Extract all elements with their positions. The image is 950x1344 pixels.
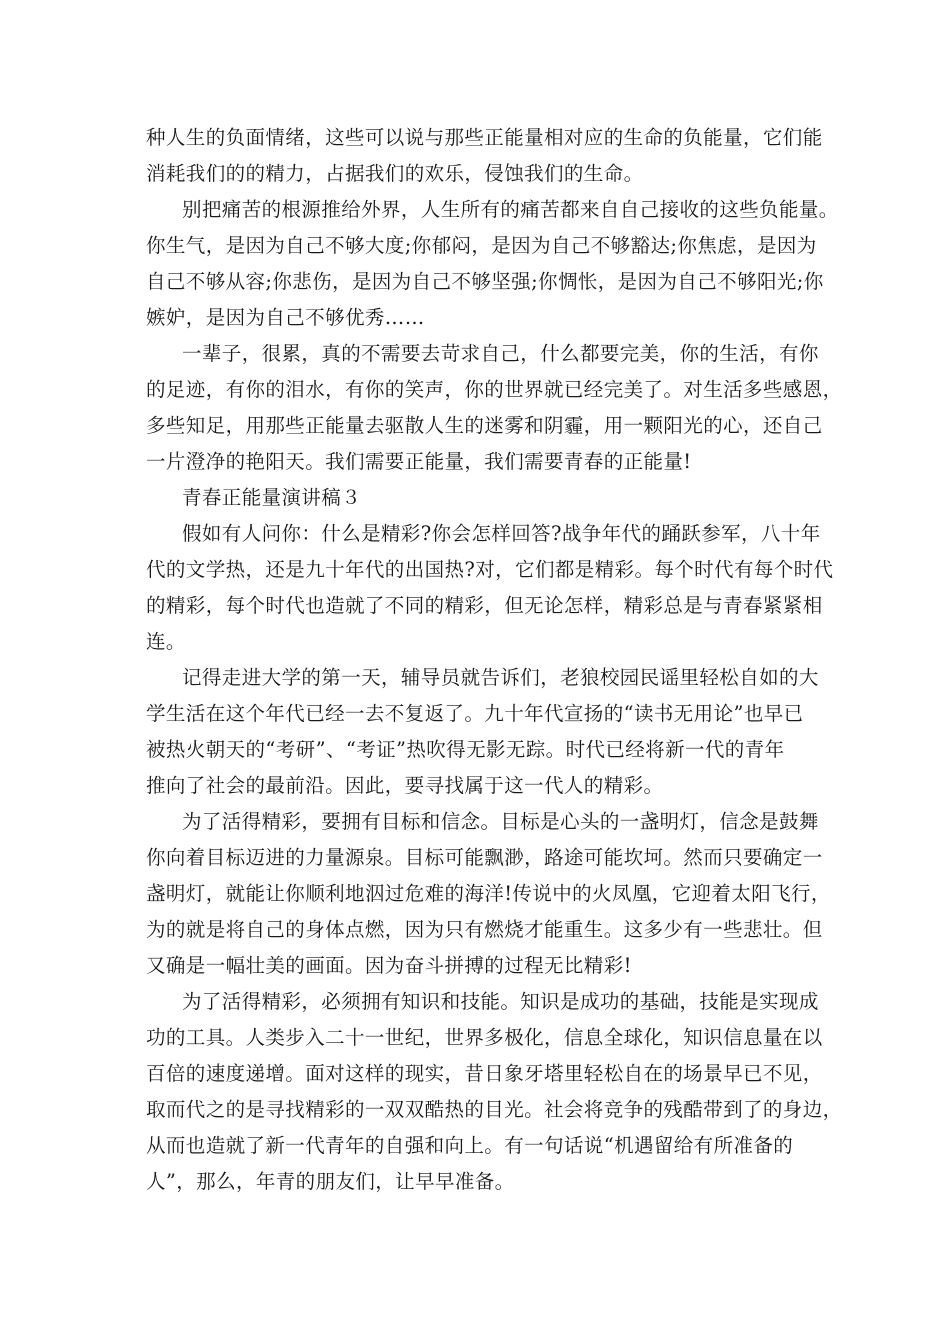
section-title: 青春正能量演讲稿３	[182, 486, 362, 509]
text-line: 功的工具。人类步入二十一世纪，世界多极化，信息全球化，知识信息量在以	[146, 1026, 823, 1049]
text-line: 种人生的负面情绪，这些可以说与那些正能量相对应的生命的负能量，它们能	[146, 126, 823, 149]
text-line: 消耗我们的的精力，占据我们的欢乐，侵蚀我们的生命。	[146, 162, 644, 185]
text-line: 取而代之的是寻找精彩的一双双酷热的目光。社会将竞争的残酷带到了的身边，	[146, 1098, 843, 1121]
text-line: 百倍的速度递增。面对这样的现实，昔日象牙塔里轻松自在的场景早已不见，	[146, 1062, 823, 1085]
paragraph-start-line: 为了活得精彩，要拥有目标和信念。目标是心头的一盏明灯，信念是鼓舞	[182, 810, 819, 833]
paragraph-start-line: 别把痛苦的根源推给外界，人生所有的痛苦都来自自己接收的这些负能量。	[182, 198, 839, 221]
text-line: 多些知足，用那些正能量去驱散人生的迷雾和阴霾，用一颗阳光的心，还自己	[146, 414, 823, 437]
text-line: 推向了社会的最前沿。因此，要寻找属于这一代人的精彩。	[146, 774, 664, 797]
text-line: 被热火朝天的“考研”、“考证”热吹得无影无踪。时代已经将新一代的青年	[146, 738, 785, 761]
text-line: 代的文学热，还是九十年代的出国热?对，它们都是精彩。每个时代有每个时代	[146, 558, 834, 581]
paragraph-start-line: 记得走进大学的第一天，辅导员就告诉们，老狼校园民谣里轻松自如的大	[182, 666, 819, 689]
text-line: 的精彩，每个时代也造就了不同的精彩，但无论怎样，精彩总是与青春紧紧相	[146, 594, 823, 617]
text-line: 为的就是将自己的身体点燃，因为只有燃烧才能重生。这多少有一些悲壮。但	[146, 918, 823, 941]
paragraph-start-line: 为了活得精彩，必须拥有知识和技能。知识是成功的基础，技能是实现成	[182, 990, 819, 1013]
text-line: 学生活在这个年代已经一去不复返了。九十年代宣扬的“读书无用论”也早已	[146, 702, 804, 725]
text-line: 你生气，是因为自己不够大度;你郁闷，是因为自己不够豁达;你焦虑，是因为	[146, 234, 817, 257]
text-line: 从而也造就了新一代青年的自强和向上。有一句话说“机遇留给有所准备的	[146, 1134, 794, 1157]
text-line: 自己不够从容;你悲伤，是因为自己不够坚强;你惆怅，是因为自己不够阳光;你	[146, 270, 824, 293]
paragraph-start-line: 假如有人问你：什么是精彩?你会怎样回答?战争年代的踊跃参军，八十年	[182, 522, 821, 545]
text-line: 你向着目标迈进的力量源泉。目标可能飘渺，路途可能坎坷。然而只要确定一	[146, 846, 823, 869]
text-line: 人”，那么，年青的朋友们，让早早准备。	[146, 1170, 515, 1193]
text-line: 的足迹，有你的泪水，有你的笑声，你的世界就已经完美了。对生活多些感恩，	[146, 378, 843, 401]
text-line: 连。	[146, 630, 186, 653]
paragraph-start-line: 一辈子，很累，真的不需要去苛求自己，什么都要完美，你的生活，有你	[182, 342, 819, 365]
text-line: 又确是一幅壮美的画面。因为奋斗拼搏的过程无比精彩!	[146, 954, 632, 977]
text-line: 盏明灯，就能让你顺利地泅过危难的海洋!传说中的火凤凰，它迎着太阳飞行，	[146, 882, 831, 905]
text-line: 一片澄净的艳阳天。我们需要正能量，我们需要青春的正能量!	[146, 450, 692, 473]
text-line: 嫉妒，是因为自己不够优秀……	[146, 306, 425, 329]
